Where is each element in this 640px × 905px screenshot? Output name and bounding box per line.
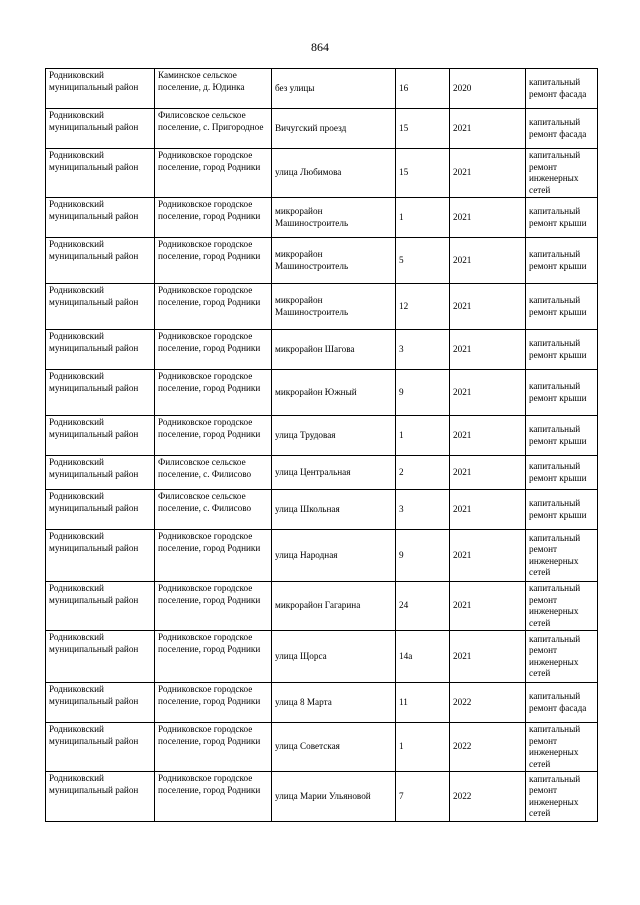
house-number-cell: 5 (396, 238, 450, 284)
district-cell: Родниковский муниципальный район (46, 772, 155, 822)
year-cell: 2022 (450, 772, 526, 822)
year-cell: 2021 (450, 238, 526, 284)
table-row (46, 772, 598, 822)
settlement-cell: Филисовское сельское поселение, с. Филисово (155, 456, 272, 490)
work-type-cell: капитальный ремонт фасада (526, 683, 598, 723)
year-cell: 2021 (450, 416, 526, 456)
house-number-cell: 15 (396, 109, 450, 149)
house-number-cell: 3 (396, 330, 450, 370)
district-cell: Родниковский муниципальный район (46, 631, 155, 683)
district-cell: Родниковский муниципальный район (46, 330, 155, 370)
work-type-cell: капитальный ремонт инженерных сетей (526, 772, 598, 822)
house-number-cell: 15 (396, 149, 450, 198)
district-cell: Родниковский муниципальный район (46, 149, 155, 198)
district-cell: Родниковский муниципальный район (46, 109, 155, 149)
district-cell: Родниковский муниципальный район (46, 69, 155, 109)
year-cell: 2020 (450, 69, 526, 109)
work-type-cell: капитальный ремонт крыши (526, 198, 598, 238)
settlement-cell: Филисовское сельское поселение, с. Филисово (155, 490, 272, 530)
district-cell: Родниковский муниципальный район (46, 238, 155, 284)
district-cell: Родниковский муниципальный район (46, 683, 155, 723)
settlement-cell: Родниковское городское поселение, город Родники (155, 683, 272, 723)
house-number-cell: 11 (396, 683, 450, 723)
work-type-cell: капитальный ремонт крыши (526, 416, 598, 456)
table-row (46, 582, 598, 631)
settlement-cell: Каминское сельское поселение, д. Юдинка (155, 69, 272, 109)
street-cell: микрорайон Шагова (272, 330, 396, 370)
work-type-cell: капитальный ремонт крыши (526, 330, 598, 370)
house-number-cell: 3 (396, 490, 450, 530)
settlement-cell: Родниковское городское поселение, город Родники (155, 416, 272, 456)
table-row (46, 330, 598, 370)
table-row (46, 490, 598, 530)
district-cell: Родниковский муниципальный район (46, 284, 155, 330)
street-cell: улица Школьная (272, 490, 396, 530)
house-number-cell: 1 (396, 723, 450, 772)
house-number-cell: 7 (396, 772, 450, 822)
street-cell: микрорайон Машиностроитель (272, 238, 396, 284)
year-cell: 2021 (450, 631, 526, 683)
year-cell: 2021 (450, 582, 526, 631)
year-cell: 2021 (450, 530, 526, 582)
street-cell: улица Любимова (272, 149, 396, 198)
house-number-cell: 24 (396, 582, 450, 631)
table-row (46, 149, 598, 198)
street-cell: улица Советская (272, 723, 396, 772)
district-cell: Родниковский муниципальный район (46, 530, 155, 582)
district-cell: Родниковский муниципальный район (46, 582, 155, 631)
street-cell: улица Щорса (272, 631, 396, 683)
street-cell: улица Марии Ульяновой (272, 772, 396, 822)
table-row (46, 723, 598, 772)
settlement-cell: Родниковское городское поселение, город Родники (155, 530, 272, 582)
repair-schedule-table (45, 68, 598, 822)
table-body (46, 69, 598, 822)
street-cell: улица Народная (272, 530, 396, 582)
settlement-cell: Родниковское городское поселение, город Родники (155, 631, 272, 683)
table-row (46, 109, 598, 149)
page-number: 864 (311, 40, 329, 54)
street-cell: улица Центральная (272, 456, 396, 490)
street-cell: улица 8 Марта (272, 683, 396, 723)
year-cell: 2021 (450, 330, 526, 370)
work-type-cell: капитальный ремонт фасада (526, 109, 598, 149)
settlement-cell: Родниковское городское поселение, город Родники (155, 149, 272, 198)
house-number-cell: 12 (396, 284, 450, 330)
year-cell: 2021 (450, 149, 526, 198)
work-type-cell: капитальный ремонт крыши (526, 456, 598, 490)
house-number-cell: 2 (396, 456, 450, 490)
year-cell: 2021 (450, 490, 526, 530)
district-cell: Родниковский муниципальный район (46, 370, 155, 416)
settlement-cell: Родниковское городское поселение, город Родники (155, 284, 272, 330)
district-cell: Родниковский муниципальный район (46, 456, 155, 490)
work-type-cell: капитальный ремонт инженерных сетей (526, 530, 598, 582)
street-cell: микрорайон Машиностроитель (272, 198, 396, 238)
house-number-cell: 9 (396, 370, 450, 416)
year-cell: 2021 (450, 456, 526, 490)
street-cell: Вичугский проезд (272, 109, 396, 149)
year-cell: 2021 (450, 370, 526, 416)
settlement-cell: Родниковское городское поселение, город Родники (155, 582, 272, 631)
table-row (46, 456, 598, 490)
settlement-cell: Родниковское городское поселение, город Родники (155, 330, 272, 370)
table-row (46, 530, 598, 582)
work-type-cell: капитальный ремонт инженерных сетей (526, 149, 598, 198)
table-row (46, 370, 598, 416)
table-row (46, 631, 598, 683)
work-type-cell: капитальный ремонт инженерных сетей (526, 582, 598, 631)
table-row (46, 416, 598, 456)
work-type-cell: капитальный ремонт крыши (526, 490, 598, 530)
settlement-cell: Филисовское сельское поселение, с. Пригородное (155, 109, 272, 149)
table-row (46, 284, 598, 330)
district-cell: Родниковский муниципальный район (46, 416, 155, 456)
settlement-cell: Родниковское городское поселение, город Родники (155, 198, 272, 238)
table-row (46, 69, 598, 109)
street-cell: микрорайон Южный (272, 370, 396, 416)
district-cell: Родниковский муниципальный район (46, 198, 155, 238)
house-number-cell: 9 (396, 530, 450, 582)
year-cell: 2022 (450, 683, 526, 723)
table-row (46, 238, 598, 284)
work-type-cell: капитальный ремонт крыши (526, 284, 598, 330)
work-type-cell: капитальный ремонт фасада (526, 69, 598, 109)
house-number-cell: 1 (396, 198, 450, 238)
house-number-cell: 14а (396, 631, 450, 683)
settlement-cell: Родниковское городское поселение, город Родники (155, 772, 272, 822)
work-type-cell: капитальный ремонт инженерных сетей (526, 723, 598, 772)
year-cell: 2022 (450, 723, 526, 772)
house-number-cell: 1 (396, 416, 450, 456)
year-cell: 2021 (450, 109, 526, 149)
year-cell: 2021 (450, 284, 526, 330)
street-cell: улица Трудовая (272, 416, 396, 456)
district-cell: Родниковский муниципальный район (46, 723, 155, 772)
work-type-cell: капитальный ремонт инженерных сетей (526, 631, 598, 683)
work-type-cell: капитальный ремонт крыши (526, 238, 598, 284)
year-cell: 2021 (450, 198, 526, 238)
settlement-cell: Родниковское городское поселение, город Родники (155, 370, 272, 416)
street-cell: микрорайон Гагарина (272, 582, 396, 631)
district-cell: Родниковский муниципальный район (46, 490, 155, 530)
street-cell: микрорайон Машиностроитель (272, 284, 396, 330)
table-row (46, 683, 598, 723)
street-cell: без улицы (272, 69, 396, 109)
settlement-cell: Родниковское городское поселение, город Родники (155, 723, 272, 772)
table-row (46, 198, 598, 238)
settlement-cell: Родниковское городское поселение, город Родники (155, 238, 272, 284)
house-number-cell: 16 (396, 69, 450, 109)
work-type-cell: капитальный ремонт крыши (526, 370, 598, 416)
